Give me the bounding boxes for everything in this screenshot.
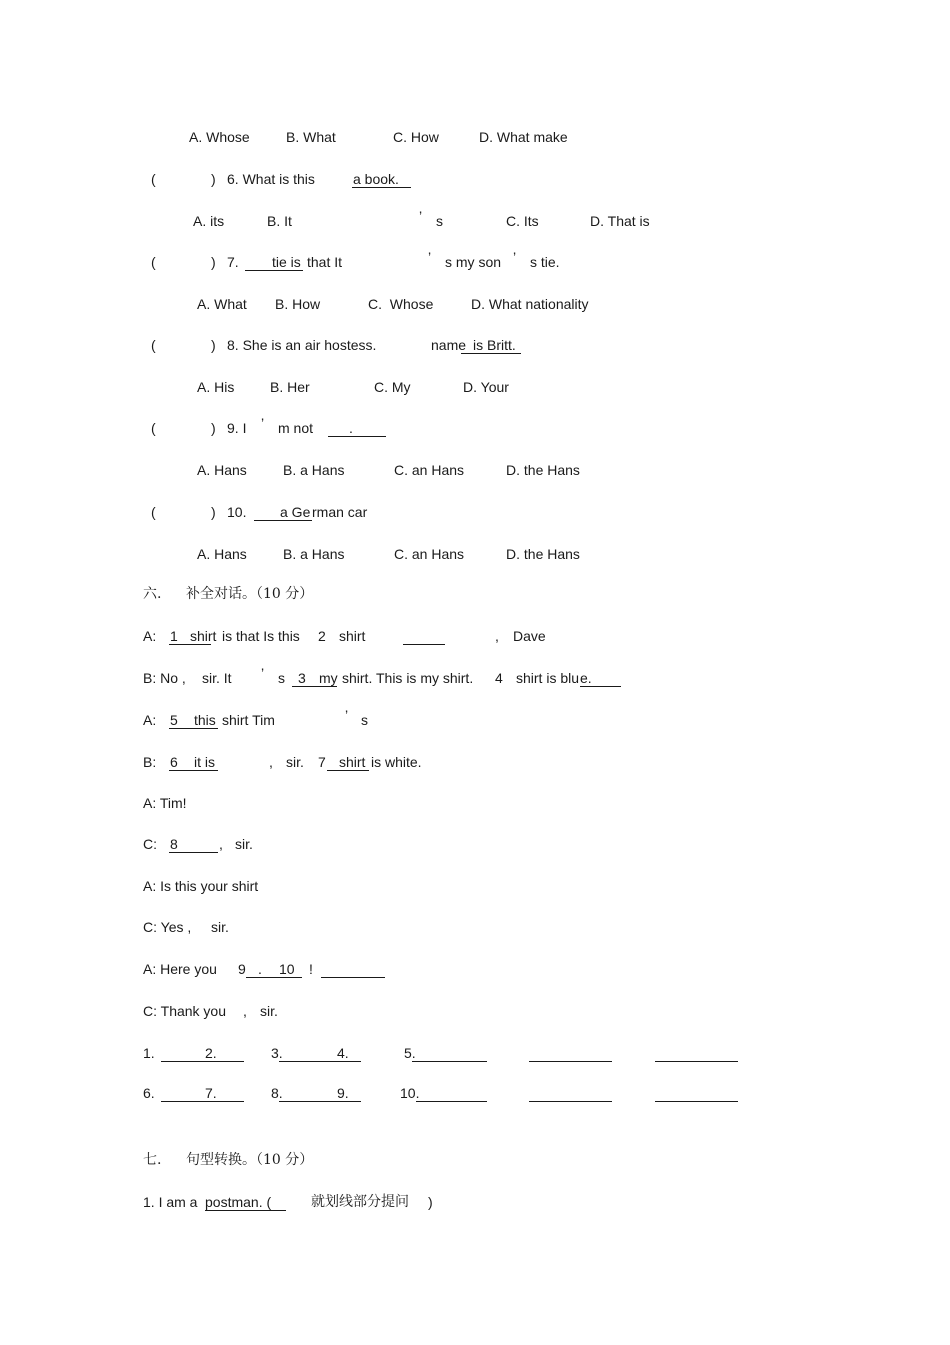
dialogue-l1-text-1: is that Is this — [222, 628, 300, 644]
s7-q1-underlined: postman. ( — [205, 1194, 272, 1210]
q8-stem: 8. She is an air hostess. — [227, 337, 377, 353]
answer-1-line[interactable] — [161, 1061, 203, 1062]
q6-option-c: C. Its — [506, 213, 539, 229]
q5-option-c: C. How — [393, 129, 439, 145]
answer-extra-line-2[interactable] — [655, 1061, 738, 1062]
dialogue-l2-blank-3-word: my — [319, 670, 338, 686]
answer-3-line[interactable] — [279, 1061, 320, 1062]
q7-blank-text: tie is — [272, 254, 301, 270]
q6-option-d: D. That is — [590, 213, 650, 229]
dialogue-l3-apostrophe: ’ — [345, 707, 349, 723]
answer-10-label: 10. — [400, 1085, 420, 1101]
q7-stem-end: s tie. — [530, 254, 560, 270]
answer-5-label: 5. — [404, 1045, 416, 1061]
dialogue-l9-blank-10: 10 — [279, 961, 295, 977]
dialogue-l9-speaker: A: Here you — [143, 961, 217, 977]
dialogue-l1-blank-1-word: shirt — [190, 628, 217, 644]
q10-blank-text: a Ge — [280, 504, 311, 520]
dialogue-l1-text-2: shirt — [339, 628, 366, 644]
dialogue-l6-blank-8: 8 — [170, 836, 178, 852]
dialogue-l1-name: Dave — [513, 628, 546, 644]
q9-apostrophe: ’ — [261, 415, 265, 431]
dialogue-l1-blank-1: 1 — [170, 628, 178, 644]
answer-2-line[interactable] — [203, 1061, 244, 1062]
dialogue-l9-dot: . — [258, 961, 262, 977]
dialogue-l4-text-2: sir. — [286, 754, 304, 770]
dialogue-l6-speaker: C: — [143, 836, 157, 852]
q8-option-b: B. Her — [270, 379, 310, 395]
answer-9-label: 9. — [337, 1085, 349, 1101]
q6-paren-close: ) — [211, 171, 216, 187]
answer-4-line[interactable] — [320, 1061, 361, 1062]
dialogue-l9-line-10 — [273, 977, 302, 978]
q7-option-d: D. What nationality — [471, 296, 589, 312]
dialogue-l2-text-4: e. — [580, 670, 592, 686]
q6-blank-text: a book. — [353, 171, 399, 187]
dialogue-l1-line-2 — [403, 644, 445, 645]
dialogue-l1-comma: , — [495, 628, 499, 644]
dialogue-l2-text-3: shirt is blu — [516, 670, 580, 686]
dialogue-l9-blank-9: 9 — [238, 961, 246, 977]
section-7-title: 句型转换。（10 分） — [186, 1152, 314, 1168]
section-6-number: 六. — [143, 586, 162, 602]
dialogue-l8: C: Yes , — [143, 919, 192, 935]
q8-option-a: A. His — [197, 379, 235, 395]
s7-q1-instruction: 就划线部分提问 — [311, 1194, 409, 1210]
section-7-number: 七. — [143, 1152, 162, 1168]
dialogue-l2-line-4 — [580, 686, 621, 687]
dialogue-l1-line-1 — [169, 644, 211, 645]
q10-option-a: A. Hans — [197, 546, 247, 562]
q7-stem-rest: that It — [307, 254, 343, 270]
answer-2-label: 2. — [205, 1045, 217, 1061]
dialogue-l5: A: Tim! — [143, 795, 187, 811]
answer-3-label: 3. — [271, 1045, 283, 1061]
q9-answer-line — [328, 436, 386, 437]
q6-option-b: B. It — [267, 213, 292, 229]
q9-paren-open: ( — [151, 420, 156, 436]
dialogue-l4-comma: , — [269, 754, 273, 770]
dialogue-l9-line-end — [321, 977, 385, 978]
dialogue-l2-text-1: sir. It — [202, 670, 232, 686]
answer-7-label: 7. — [205, 1085, 217, 1101]
q8-option-d: D. Your — [463, 379, 509, 395]
q9-blank-text: . — [349, 420, 353, 436]
q7-option-c: C. Whose — [368, 296, 434, 312]
dialogue-l4-line-6 — [169, 770, 218, 771]
dialogue-l4-speaker: B: — [143, 754, 157, 770]
q9-option-b: B. a Hans — [283, 462, 345, 478]
dialogue-l2-text-2: shirt. This is my shirt. — [342, 670, 474, 686]
s7-q1-stem: 1. I am a — [143, 1194, 198, 1210]
q10-number: 10. — [227, 504, 247, 520]
s7-q1-underline — [205, 1210, 286, 1211]
dialogue-l9-exclamation: ! — [309, 961, 313, 977]
q10-option-c: C. an Hans — [394, 546, 465, 562]
dialogue-l10: C: Thank you — [143, 1003, 227, 1019]
q5-option-d: D. What make — [479, 129, 568, 145]
dialogue-l4-blank-7-word: shirt — [339, 754, 366, 770]
q8-option-c: C. My — [374, 379, 411, 395]
dialogue-l2-blank-4: 4 — [495, 670, 503, 686]
q8-tail-underlined: is Britt. — [473, 337, 516, 353]
section-6-title: 补全对话。（10 分） — [186, 586, 314, 602]
dialogue-l6-line-8 — [169, 852, 218, 853]
q9-stem-rest: m not — [278, 420, 314, 436]
dialogue-l1-blank-2: 2 — [318, 628, 326, 644]
dialogue-l10-comma: , — [243, 1003, 247, 1019]
q10-paren-open: ( — [151, 504, 156, 520]
answer-8-line[interactable] — [279, 1101, 320, 1102]
q8-answer-line — [461, 353, 521, 354]
dialogue-l4-blank-7: 7 — [318, 754, 326, 770]
dialogue-l4-line-7 — [327, 770, 369, 771]
q8-paren-open: ( — [151, 337, 156, 353]
q10-paren-close: ) — [211, 504, 216, 520]
q10-stem-rest: rman car — [312, 504, 368, 520]
q6-option-a: A. its — [193, 213, 225, 229]
answer-9-line[interactable] — [320, 1101, 361, 1102]
dialogue-l6-text-2: sir. — [235, 836, 253, 852]
answer-10-line[interactable] — [416, 1101, 487, 1102]
q9-option-c: C. an Hans — [394, 462, 465, 478]
dialogue-l3-line-5 — [169, 728, 218, 729]
q7-paren-open: ( — [151, 254, 156, 270]
q7-option-b: B. How — [275, 296, 321, 312]
q6-stem: 6. What is this — [227, 171, 315, 187]
dialogue-l4-text-3: is white. — [371, 754, 422, 770]
answer-extra-line-1[interactable] — [529, 1061, 612, 1062]
dialogue-l1-speaker: A: — [143, 628, 157, 644]
dialogue-l9-line-9 — [246, 977, 273, 978]
q5-option-a: A. Whose — [189, 129, 250, 145]
q9-paren-close: ) — [211, 420, 216, 436]
dialogue-l3-blank-5-word: this — [194, 712, 216, 728]
dialogue-l2-blank-3: 3 — [298, 670, 306, 686]
s7-q1-close: ) — [428, 1194, 433, 1210]
answer-1-label: 1. — [143, 1045, 155, 1061]
dialogue-l6-comma: , — [219, 836, 223, 852]
answer-4-label: 4. — [337, 1045, 349, 1061]
q6-option-b-s: s — [436, 213, 443, 229]
dialogue-l3-s: s — [361, 712, 368, 728]
answer-extra-line-3[interactable] — [529, 1101, 612, 1102]
dialogue-l3-blank-5: 5 — [170, 712, 178, 728]
q9-option-a: A. Hans — [197, 462, 247, 478]
answer-7-line[interactable] — [203, 1101, 244, 1102]
q7-apostrophe-1: ’ — [428, 249, 432, 265]
q6-answer-line — [352, 187, 411, 188]
q8-paren-close: ) — [211, 337, 216, 353]
q8-tail-plain: name — [431, 337, 467, 353]
q10-option-d: D. the Hans — [506, 546, 580, 562]
dialogue-l2-apostrophe: ’ — [261, 665, 265, 681]
q6-paren-open: ( — [151, 171, 156, 187]
q9-stem: 9. I — [227, 420, 247, 436]
dialogue-l8-text-2: sir. — [211, 919, 229, 935]
q10-answer-line — [254, 520, 312, 521]
answer-6-line[interactable] — [161, 1101, 203, 1102]
answer-5-line[interactable] — [412, 1061, 487, 1062]
q7-option-a: A. What — [197, 296, 247, 312]
dialogue-l4-blank-6: 6 — [170, 754, 178, 770]
answer-6-label: 6. — [143, 1085, 155, 1101]
dialogue-l3-text-1: shirt Tim — [222, 712, 275, 728]
dialogue-l2-speaker: B: No , — [143, 670, 186, 686]
q7-number: 7. — [227, 254, 239, 270]
q7-paren-close: ) — [211, 254, 216, 270]
dialogue-l2-s: s — [278, 670, 285, 686]
q7-apostrophe-2: ’ — [513, 249, 517, 265]
answer-extra-line-4[interactable] — [655, 1101, 738, 1102]
answer-8-label: 8. — [271, 1085, 283, 1101]
q7-stem-mid: s my son — [445, 254, 502, 270]
q7-answer-line — [245, 270, 303, 271]
q9-option-d: D. the Hans — [506, 462, 580, 478]
q5-option-b: B. What — [286, 129, 336, 145]
dialogue-l7: A: Is this your shirt — [143, 878, 259, 894]
dialogue-l10-text-3: sir. — [260, 1003, 278, 1019]
q6-option-b-apostrophe: ’ — [419, 208, 423, 224]
dialogue-l4-blank-6-word: it is — [194, 754, 215, 770]
q10-option-b: B. a Hans — [283, 546, 345, 562]
dialogue-l3-speaker: A: — [143, 712, 157, 728]
